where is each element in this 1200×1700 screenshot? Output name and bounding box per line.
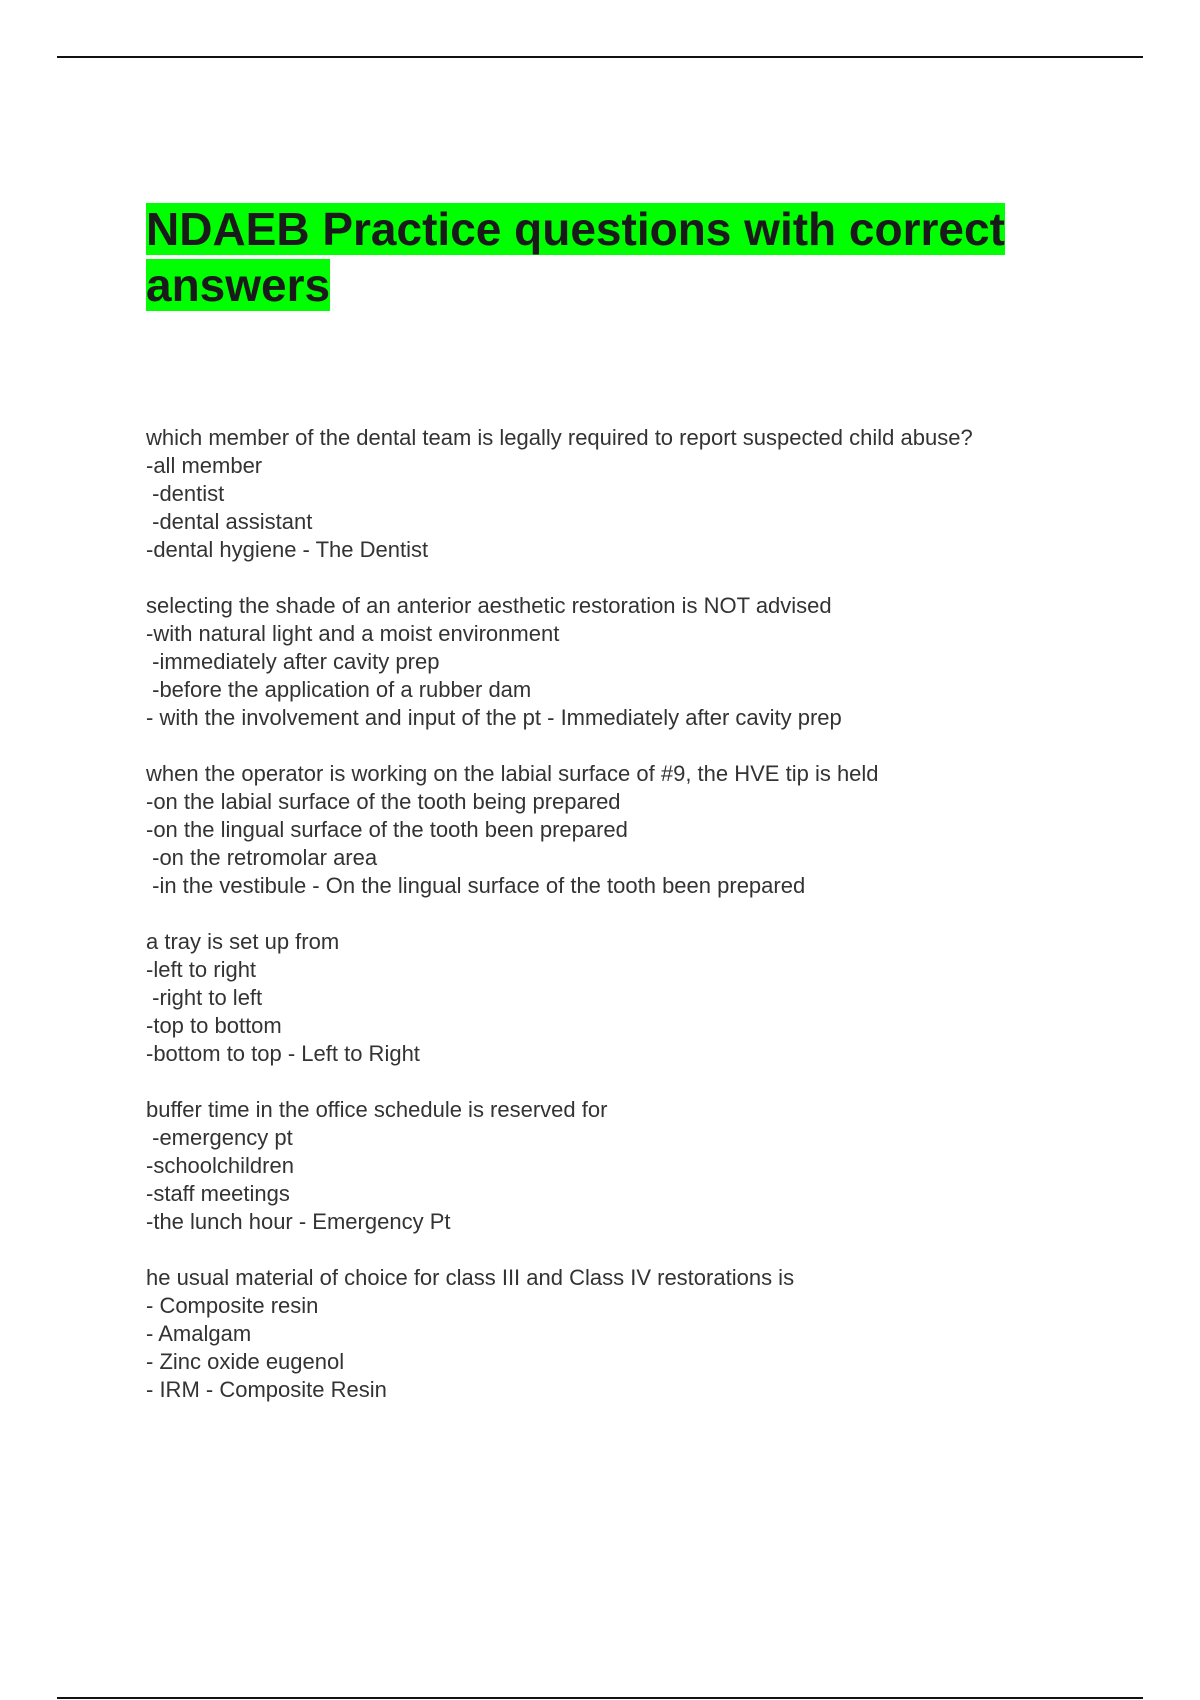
- answer-option-with-correct-answer: -in the vestibule - On the lingual surface of the tooth been prepared: [146, 873, 806, 898]
- answer-option-with-correct-answer: -bottom to top - Left to Right: [146, 1041, 420, 1066]
- answer-option: -immediately after cavity prep: [146, 649, 440, 674]
- bottom-rule: [57, 1697, 1143, 1699]
- question-block: [146, 424, 1146, 564]
- answer-option: - Composite resin: [146, 1293, 319, 1318]
- answer-option-with-correct-answer: - with the involvement and input of the pt - Immediately after cavity prep: [146, 705, 842, 730]
- answer-option: -left to right: [146, 957, 257, 982]
- top-rule: [57, 56, 1143, 58]
- answer-option: - Amalgam: [146, 1321, 252, 1346]
- answer-option: -schoolchildren: [146, 1153, 294, 1178]
- question-text: selecting the shade of an anterior aesthetic restoration is NOT advised: [146, 593, 832, 618]
- document-title: [146, 201, 1066, 313]
- question-block: [146, 928, 1146, 1068]
- question-block: [146, 1096, 1146, 1236]
- question-block: [146, 1264, 1146, 1404]
- answer-option: -all member: [146, 453, 263, 478]
- answer-option: -staff meetings: [146, 1181, 290, 1206]
- answer-option-with-correct-answer: -the lunch hour - Emergency Pt: [146, 1209, 451, 1234]
- title-highlight: NDAEB Practice questions with correct answers: [146, 203, 1005, 311]
- question-block: [146, 760, 1146, 900]
- answer-option: -top to bottom: [146, 1013, 282, 1038]
- answer-option: -dentist: [146, 481, 225, 506]
- answer-option: -on the labial surface of the tooth being prepared: [146, 789, 621, 814]
- answer-option: -dental assistant: [146, 509, 313, 534]
- question-text: he usual material of choice for class III and Class IV restorations is: [146, 1265, 795, 1290]
- question-block: [146, 592, 1146, 732]
- answer-option: - Zinc oxide eugenol: [146, 1349, 345, 1374]
- question-list: [146, 424, 1146, 1432]
- answer-option: -right to left: [146, 985, 263, 1010]
- answer-option: -on the lingual surface of the tooth been prepared: [146, 817, 628, 842]
- answer-option: -on the retromolar area: [146, 845, 378, 870]
- answer-option-with-correct-answer: -dental hygiene - The Dentist: [146, 537, 429, 562]
- question-text: which member of the dental team is legally required to report suspected child abuse?: [146, 425, 973, 450]
- question-text: when the operator is working on the labial surface of #9, the HVE tip is held: [146, 761, 879, 786]
- answer-option: -with natural light and a moist environment: [146, 621, 560, 646]
- answer-option: -before the application of a rubber dam: [146, 677, 532, 702]
- answer-option-with-correct-answer: - IRM - Composite Resin: [146, 1377, 387, 1402]
- question-text: a tray is set up from: [146, 929, 340, 954]
- question-text: buffer time in the office schedule is reserved for: [146, 1097, 608, 1122]
- answer-option: -emergency pt: [146, 1125, 293, 1150]
